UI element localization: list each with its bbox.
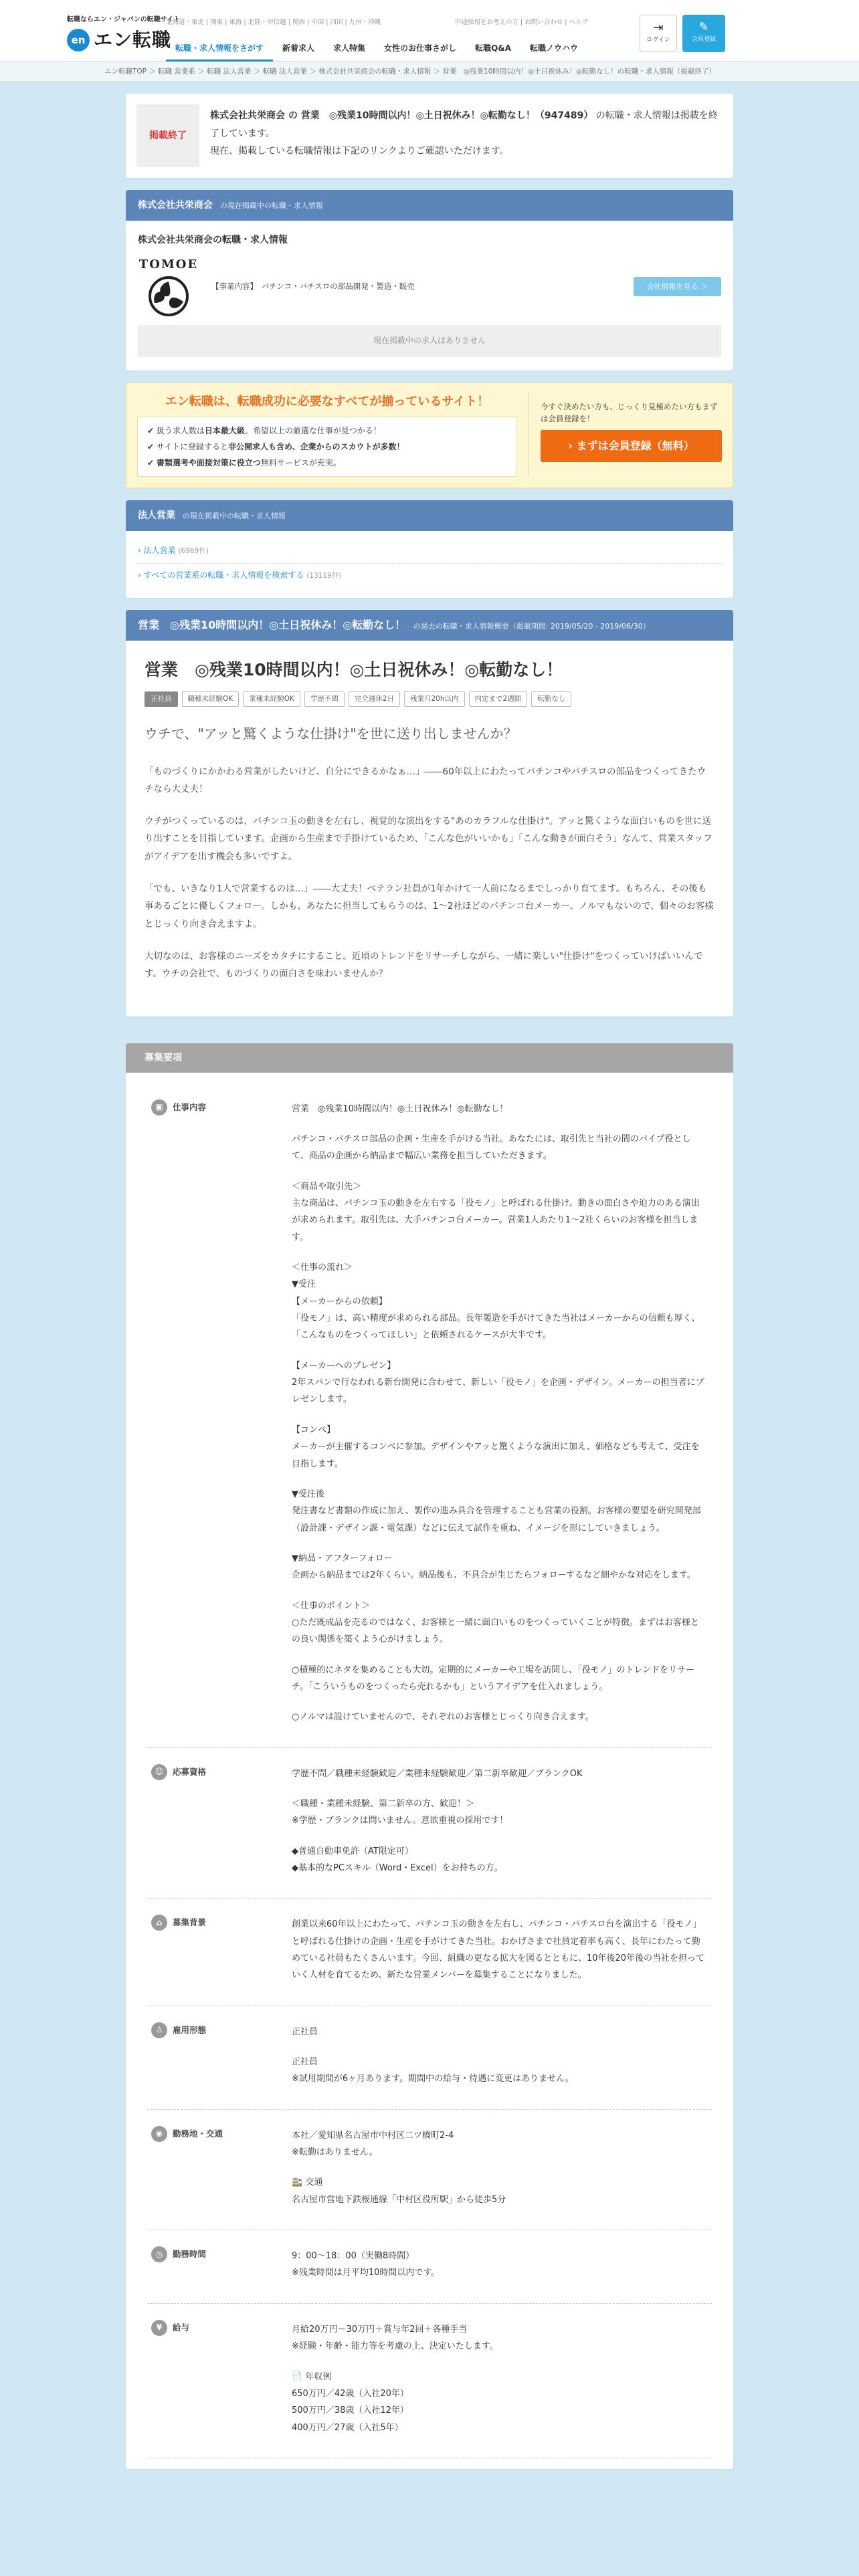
company-section-header xyxy=(126,190,733,221)
sales-link-all[interactable]: › すべての営業系の転職・求人情報を検索する (13119件) xyxy=(138,570,342,580)
user-icon: ♙ xyxy=(151,2022,167,2038)
requirements-section xyxy=(126,1043,733,2469)
breadcrumb[interactable]: エン転職TOP ＞ 転職 営業系 ＞ 転職 法人営業 ＞ 転職 法人営業 ＞ 株式会社共栄商会の転職・求人情報 ＞ 営業 ◎残業10時間以内！◎土日祝休み！◎転勤なし！の転職・求人情報（掲載終了） xyxy=(0,62,859,82)
requirement-row xyxy=(147,2230,712,2304)
requirement-body xyxy=(292,2127,712,2208)
requirement-row xyxy=(147,1748,712,1899)
building-icon: ⌂ xyxy=(151,1915,167,1931)
tomoe-emblem-icon xyxy=(145,275,192,318)
tag: 内定まで2週間 xyxy=(469,691,528,707)
tag: 正社員 xyxy=(145,691,178,707)
top-links[interactable]: 中途採用をお考えの方 | お問い合わせ | ヘルプ xyxy=(455,19,588,26)
promo-banner xyxy=(126,383,733,489)
site-logo[interactable] xyxy=(67,25,171,56)
yen-icon: ¥ xyxy=(151,2320,167,2336)
ended-badge: 掲載終了 xyxy=(136,104,199,167)
requirement-row xyxy=(147,1083,712,1748)
register-button[interactable] xyxy=(682,15,725,52)
briefcase-icon: ▣ xyxy=(151,1099,167,1115)
requirements-header: 募集要項 xyxy=(126,1043,733,1073)
requirement-paragraph: 🚉 交通 名古屋市営地下鉄桜通線「中村区役所駅」から徒歩5分 xyxy=(292,2177,506,2205)
nav-knowhow[interactable]: 転職ノウハウ xyxy=(530,43,579,53)
tag: 学歴不問 xyxy=(304,691,345,707)
requirement-paragraph: 📄 年収例 650万円／42歳（入社20年） 500万円／38歳（入社12年） 400万円／27歳（入社5年） xyxy=(292,2371,409,2433)
site-tagline: 転職ならエン・ジャパンの転職サイト xyxy=(67,16,181,23)
tag: 職種未経験OK xyxy=(182,691,240,707)
requirement-body xyxy=(292,2248,712,2282)
requirement-paragraph: ○ノルマは設けていませんので、それぞれのお客様とじっくり向き合えます。 xyxy=(292,1712,594,1723)
requirement-body xyxy=(292,1765,712,1877)
map-pin-icon: ◉ xyxy=(151,2126,167,2142)
region-links[interactable]: 北海道・東北 | 関東 | 東海 | 北陸・甲信越 | 関西 | 中国 | 四国 | 九州・沖縄 xyxy=(166,19,381,26)
desc-paragraph: ウチがつくっているのは、パチンコ玉の動きを左右し、視覚的な演出をする"あのカラフルな仕掛け"。アッと驚くような面白いものを世に送り出すことを目指しています。企画から生産まで手掛けているため、「こんな色がいいかも」「こんな動きが面白そう」なんて、営業スタッフがアイデアを出す機会も多いですよ。 xyxy=(145,816,712,862)
sales-link-corporate[interactable]: › 法人営業 (6969件) xyxy=(138,539,721,563)
requirement-paragraph: 月給20万円〜30万円＋賞与年2回＋各種手当 ※経験・年齢・能力等を考慮の上、決定いたします。 xyxy=(292,2324,498,2352)
logo-text: エン転職 xyxy=(94,29,172,51)
promo-right-text: 今すぐ決めたい方も、じっくり見極めたい方もまずは会員登録を！ xyxy=(541,401,718,423)
requirement-paragraph: ○積極的にネタを集めることも大切。定期的にメーカーや工場を訪問し、「役モノ」のトレンドをリサーチ。「こういうものをつくったら売れるかも」というアイデアを仕入れましょう。 xyxy=(292,1665,694,1692)
company-name[interactable]: 株式会社共栄商会 xyxy=(138,200,213,211)
requirement-paragraph: 本社／愛知県名古屋市中村区二ツ橋町2-4 ※転勤はありません。 xyxy=(292,2130,454,2158)
requirement-label: ☺ 応募資格 xyxy=(147,1765,292,1877)
requirement-paragraph: 創業以来60年以上にわたって、パチンコ玉の動きを左右し、パチンコ・パチスロ台を演出する「役モノ」と呼ばれる仕掛けの企画・生産を手がけてきた当社。おかげさまで社員定着率も高く、長年にわたって勤めている社員もたくさんいます。今回、組織の更なる拡大を図るとともに、10年後20年後の当社を担っていく人材を育てるため、新たな営業メンバーを募集することになりました。 xyxy=(292,1919,705,1981)
notice-line2: 現在、掲載している転職情報は下記のリンクよりご確認いただけます。 xyxy=(210,146,509,157)
no-jobs-message: 現在掲載中の求人はありません xyxy=(138,325,721,356)
site-header xyxy=(0,0,859,62)
register-label: 会員登録 xyxy=(691,36,716,43)
person-icon: ☺ xyxy=(151,1764,167,1780)
tag: 転勤なし xyxy=(531,691,571,707)
ended-notice xyxy=(126,94,733,178)
notice-job-name: 株式会社共栄商会 の 営業 ◎残業10時間以内！◎土日祝休み！◎転勤なし！（947489） xyxy=(210,110,593,121)
job-overview-header: 営業 ◎残業10時間以内！◎土日祝休み！◎転勤なし！ の過去の転職・求人情報概要（掲載期間: 2019/05/20 - 2019/06/30） xyxy=(126,610,733,641)
job-overview xyxy=(126,610,733,1016)
requirement-paragraph: 【コンペ】 メーカーが主催するコンペに参加。デザインやアッと驚くような演出に加え、価格なども考えて、受注を目指します。 xyxy=(292,1424,700,1469)
nav-search-jobs[interactable]: 転職・求人情報をさがす xyxy=(166,40,273,62)
company-section xyxy=(126,190,733,370)
sales-section xyxy=(126,500,733,597)
promo-title: エン転職は、転職成功に必要なすべてが揃っているサイト！ xyxy=(165,394,490,409)
desc-paragraph: 大切なのは、お客様のニーズをカタチにすること。近頃のトレンドをリサーチしながら、一緒に楽しい"仕掛け"をつくっていけばいいんです。ウチの会社で、ものづくりの面白さを味わいませんか？ xyxy=(145,951,703,980)
promo-item-3: ✔ 書類選考や面接対策に役立つ無料サービスが充実。 xyxy=(147,458,341,468)
requirement-body xyxy=(292,1101,712,1726)
requirement-label: ◷ 勤務時間 xyxy=(147,2248,292,2282)
requirement-paragraph: 【メーカーへのプレゼン】 2年スパンで行なわれる新台開発に合わせて、新しい「役モノ」を企画・デザイン。メーカーの担当者にプレゼンします。 xyxy=(292,1360,704,1405)
requirement-paragraph: ＜仕事の流れ＞ ▼受注 【メーカーからの依頼】 「役モノ」は、高い精度が求められる部品。長年製造を手がけてきた当社はメーカーからの信頼も厚く、「こんなものをつくってほしい」と依頼されるケースが大半です。 xyxy=(292,1263,700,1341)
job-catchcopy: ウチで、"アッと驚くような仕掛け"を世に送り出しませんか？ xyxy=(145,725,517,742)
tag: 残業月20h以内 xyxy=(404,691,465,707)
requirement-paragraph: ＜職種・業種未経験、第二新卒の方、歓迎！＞ ※学歴・ブランクは問いません。意欲重視の採用です！ xyxy=(292,1798,508,1826)
job-description xyxy=(145,763,714,983)
requirement-paragraph: 学歴不問／職種未経験歓迎／業種未経験歓迎／第二新卒歓迎／ブランクOK xyxy=(292,1768,583,1779)
desc-paragraph: 「ものづくりにかかわる営業がしたいけど、自分にできるかなぁ…」――60年以上にわたってパチンコやパチスロの部品をつくってきたウチなら大丈夫！ xyxy=(145,766,706,794)
promo-list xyxy=(137,417,517,477)
company-logo xyxy=(138,255,199,317)
nav-qa[interactable]: 転職Q&A xyxy=(475,43,512,53)
requirement-paragraph: パチンコ・パチスロ部品の企画・生産を手がける当社。あなたには、取引先と当社の間のパイプ役として、商品の企画から納品まで幅広い業務を担当していただきます。 xyxy=(292,1134,691,1162)
nav-women[interactable]: 女性のお仕事さがし xyxy=(384,43,457,53)
requirement-label: ⌂ 募集背景 xyxy=(147,1916,292,1983)
company-business: 【事業内容】 パチンコ・パチスロの部品開発・製造・販売 xyxy=(211,282,415,292)
requirement-paragraph: ＜仕事のポイント＞ ○ただ既成品を売るのではなく、お客様と一緒に面白いものをつくっていくことが特徴。まずはお客様との良い関係を築くよう心がけましょう。 xyxy=(292,1600,699,1645)
requirement-row xyxy=(147,2110,712,2230)
requirement-body xyxy=(292,2024,712,2088)
clock-icon: ◷ xyxy=(151,2246,167,2262)
requirement-paragraph: ▼納品・アフターフォロー 企画から納品までは2年くらい。納品後も、不具合が生じたらフォローするなど細やかな対応をします。 xyxy=(292,1553,696,1581)
requirement-paragraph: 正社員 ※試用期間が6ヶ月あります。期間中の給与・待遇に変更はありません。 xyxy=(292,2057,574,2084)
company-info-button[interactable]: 会社情報を見る ＞ xyxy=(634,277,722,297)
requirement-label: ¥ 給与 xyxy=(147,2321,292,2436)
promo-register-button[interactable]: › まずは会員登録（無料） xyxy=(541,430,722,462)
promo-item-1: ✔ 扱う求人数は日本最大級。希望以上の厳選な仕事が見つかる！ xyxy=(147,426,381,436)
desc-paragraph: 「でも、いきなり1人で営業するのは…」――大丈夫！ベテラン社員が1年かけて一人前になるまでしっかり育てます。もちろん、その後も事あるごとに優しくフォロー。しかも、あなたに担当してもらうのは、1〜2社ほどのパチンコ台メーカー。ノルマもないので、個々のお客様とじっくり向き合えますよ。 xyxy=(145,883,714,930)
en-logo-icon: en xyxy=(67,29,90,51)
requirement-label: ▣ 仕事内容 xyxy=(147,1101,292,1726)
nav-features[interactable]: 求人特集 xyxy=(333,43,366,53)
requirement-row xyxy=(147,1899,712,2006)
requirement-row xyxy=(147,2006,712,2110)
requirement-paragraph: ◆普通自動車免許（AT限定可） ◆基本的なPCスキル（Word・Excel）をお持ちの方。 xyxy=(292,1846,503,1874)
requirement-body xyxy=(292,2321,712,2436)
job-title: 営業 ◎残業10時間以内！◎土日祝休み！◎転勤なし！ xyxy=(145,659,563,679)
requirement-paragraph: 9：00〜18：00（実働8時間） ※残業時間は月平均10時間以内です。 xyxy=(292,2251,440,2278)
login-button[interactable] xyxy=(640,15,677,52)
requirement-label: ◉ 勤務地・交通 xyxy=(147,2127,292,2208)
requirement-body xyxy=(292,1916,712,1983)
requirement-label: ♙ 雇用形態 xyxy=(147,2024,292,2088)
notice-suffix: の転職・求人情報は掲載を終了しています。 xyxy=(210,110,718,139)
pencil-icon: ✎ xyxy=(698,20,709,34)
job-tags xyxy=(145,691,714,707)
nav-new-jobs[interactable]: 新着求人 xyxy=(282,43,315,53)
sales-section-header: 法人営業 の現在掲載中の転職・求人情報 xyxy=(126,500,733,531)
requirement-row xyxy=(147,2304,712,2458)
requirement-paragraph: ＜商品や取引先＞ 主な商品は、パチンコ玉の動きを左右する「役モノ」と呼ばれる仕掛け。動きの面白さや迫力のある演出が求められます。取引先は、大手パチンコ台メーカー。営業1人あたり1〜2社くらいのお客様を担当します。 xyxy=(292,1181,700,1243)
tag: 完全週休2日 xyxy=(349,691,400,707)
requirement-paragraph: ▼受注後 発注書など書類の作成に加え、製作の進み具合を管理することも営業の役割。お客様の要望を研究開発部（設計課・デザイン課・電気課）などに伝えて試作を重ね、イメージを形にしていきましょう。 xyxy=(292,1489,701,1533)
requirement-paragraph: 正社員 xyxy=(292,2026,318,2037)
company-logo-text: TOMOE xyxy=(138,257,199,272)
tag: 業種未経験OK xyxy=(243,691,300,707)
company-title: 株式会社共栄商会の転職・求人情報 xyxy=(138,235,288,245)
main-nav xyxy=(166,40,587,62)
login-icon: ⇥ xyxy=(653,21,664,35)
promo-item-2: ✔ サイトに登録すると非公開求人も含め、企業からのスカウトが多数！ xyxy=(147,442,405,452)
login-label: ログイン xyxy=(646,37,670,43)
company-header-sub: の現在掲載中の転職・求人情報 xyxy=(219,201,323,210)
requirement-paragraph: 営業 ◎残業10時間以内！◎土日祝休み！◎転勤なし！ xyxy=(292,1103,508,1114)
